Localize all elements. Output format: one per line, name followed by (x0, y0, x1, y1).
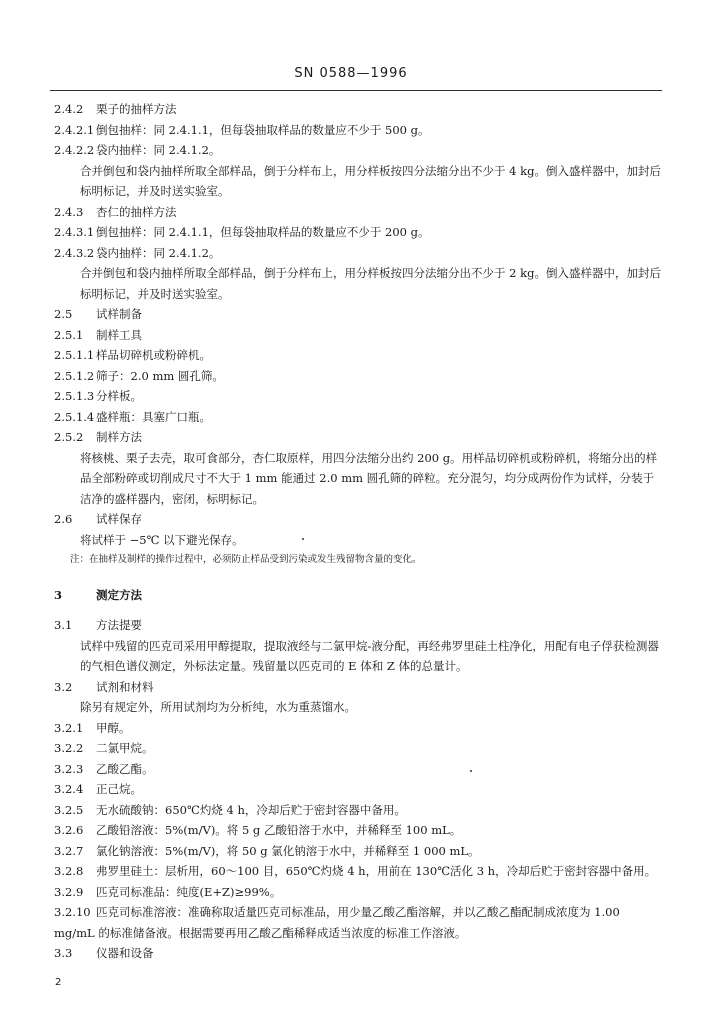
header-rule (50, 90, 662, 91)
clause-2-6: 2.6 试样保存 (54, 512, 142, 526)
clause-2-5-1: 2.5.1 制样工具 (54, 327, 142, 342)
clause-3-2-3: 3.2.3 乙酸乙酯。 (54, 761, 154, 776)
clause-2-4-2: 2.4.2 栗子的抽样方法 (54, 102, 177, 116)
paragraph-almond-merge: 合并倒包和袋内抽样所取全部样品，倒于分样布上，用分样板按四分法缩分出不少于 2 kg。倒入盛样器中，加封后标明标记，并及时送实验室。 (80, 266, 661, 301)
standard-number-header: SN 0588—1996 (294, 66, 408, 81)
clause-3-2-1: 3.2.1 甲醇。 (54, 720, 131, 735)
note-contamination: 注：在抽样及制样的操作过程中，必须防止样品受到污染或发生残留物含量的变化。 (70, 554, 422, 565)
paragraph-chestnut-merge: 合并倒包和袋内抽样所取全部样品，倒于分样布上，用分样板按四分法缩分出不少于 4 kg。倒入盛样器中，加封后标明标记，并及时送实验室。 (80, 163, 661, 198)
clause-3-3: 3.3 仪器和设备 (54, 946, 154, 960)
clause-3-1: 3.1 方法提要 (54, 618, 142, 632)
clause-2-4-3-2: 2.4.3.2 袋内抽样：同 2.4.1.2。 (54, 245, 221, 260)
clause-2-5-2: 2.5.2 制样方法 (54, 430, 142, 444)
clause-2-4-2-1: 2.4.2.1 倒包抽样：同 2.4.1.1，但每袋抽取样品的数量应不少于 500 g。 (54, 122, 430, 137)
clause-3-2-10: 3.2.10 匹克司标准溶液：准确称取适量匹克司标准品，用少量乙酸乙酯溶解，并以乙酸乙酯配制成浓度为 1.00 mg/mL 的标准储备液。根据需要再用乙酸乙酯稀释成适当浓度的标准工作溶液。 (54, 905, 620, 940)
clause-3-2-9: 3.2.9 匹克司标准品：纯度(E+Z)≥99%。 (54, 884, 282, 899)
clause-2-5: 2.5 试样制备 (54, 307, 142, 321)
paragraph-storage: 将试样于 −5℃ 以下避光保存。 (80, 532, 244, 547)
clause-3-2: 3.2 试剂和材料 (54, 679, 154, 694)
clause-2-4-2-2: 2.4.2.2 袋内抽样：同 2.4.1.2。 (54, 143, 221, 157)
section-3-heading: 3 测定方法 (54, 587, 142, 602)
clause-2-5-1-1: 2.5.1.1 样品切碎机或粉碎机。 (54, 348, 211, 362)
paragraph-method-summary: 试样中残留的匹克司采用甲醇提取，提取液经与二氯甲烷-液分配，再经弗罗里硅土柱净化，用配有电子俘获检测器的气相色谱仪测定，外标法定量。残留量以匹克司的 E 体和 Z 体的总量计。 (80, 638, 659, 673)
clause-2-4-3-1: 2.4.3.1 倒包抽样：同 2.4.1.1，但每袋抽取样品的数量应不少于 200 g。 (54, 225, 430, 239)
paragraph-reagents-intro: 除另有规定外，所用试剂均为分析纯，水为重蒸馏水。 (80, 700, 356, 714)
paragraph-sample-prep: 将核桃、栗子去壳，取可食部分，杏仁取原样，用四分法缩分出约 200 g。用样品切碎机或粉碎机，将缩分出的样品全部粉碎或切削成尺寸不大于 1 mm 能通过 2.0 mm 圆孔筛的碎粒。充分混匀，均分成两份作为试样，分装于洁净的盛样器内，密闭，标明标记。 (80, 450, 658, 506)
clause-3-2-5: 3.2.5 无水硫酸钠：650℃灼烧 4 h，冷却后贮于密封容器中备用。 (54, 802, 406, 817)
clause-2-5-1-3: 2.5.1.3 分样板。 (54, 389, 142, 403)
clause-3-2-4: 3.2.4 正己烷。 (54, 782, 142, 796)
clause-3-2-8: 3.2.8 弗罗里硅土：层析用，60～100 目，650℃灼烧 4 h，用前在 130℃活化 3 h，冷却后贮于密封容器中备用。 (54, 864, 657, 878)
clause-2-5-1-4: 2.5.1.4 盛样瓶：具塞广口瓶。 (54, 409, 211, 424)
clause-2-4-3: 2.4.3 杏仁的抽样方法 (54, 204, 177, 219)
clause-2-5-1-2: 2.5.1.2 筛子：2.0 mm 圆孔筛。 (54, 368, 224, 383)
scan-speck (470, 770, 472, 772)
clause-3-2-6: 3.2.6 乙酸铅溶液：5%(m/V)。将 5 g 乙酸铅溶于水中，并稀释至 100 mL。 (54, 823, 462, 837)
page-number: 2 (55, 977, 62, 988)
clause-3-2-7: 3.2.7 氯化钠溶液：5%(m/V)，将 50 g 氯化钠溶于水中，并稀释至 1 000 mL。 (54, 843, 480, 858)
document-body (54, 99, 662, 964)
scan-speck (302, 538, 304, 540)
clause-3-2-2: 3.2.2 二氯甲烷。 (54, 741, 154, 755)
